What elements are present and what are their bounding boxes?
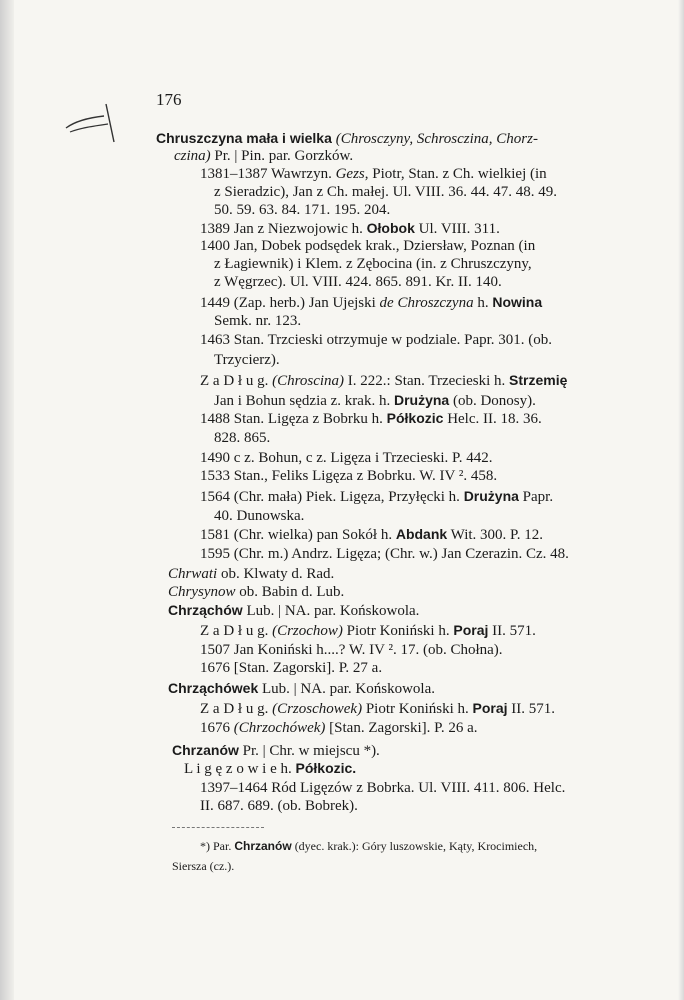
text-segment: Pr. | Pin. par. Gorzków.	[210, 148, 354, 164]
text-segment: 1676	[200, 720, 234, 736]
entry-line	[214, 350, 280, 370]
text-segment: Piotr Koniński h.	[342, 623, 454, 639]
text-segment: Siersza (cz.).	[172, 859, 235, 873]
text-segment: z Węgrzec). Ul. VIII. 424. 865. 891. Kr. II. 140.	[214, 274, 502, 290]
bold-term: Strzemię	[509, 372, 568, 388]
entry-line	[200, 524, 543, 545]
entry-line	[200, 292, 542, 313]
text-segment: Piotr Koniński h.	[362, 701, 473, 717]
entry-line	[168, 678, 435, 699]
text-segment: ob. Babin d. Lub.	[235, 584, 345, 600]
italic-term: Chrysynow	[168, 584, 236, 600]
text-segment: 1449 (Zap. herb.) Jan Ujejski	[200, 295, 380, 311]
entry-line	[200, 658, 382, 678]
entry-line	[200, 408, 542, 429]
text-segment: 1507 Jan Koniński h....? W. IV ². 17. (ob. Chołna).	[200, 642, 503, 658]
entry-line	[184, 758, 356, 779]
text-segment: 1381–1387 Wawrzyn.	[200, 166, 336, 182]
text-segment: Pr. | Chr. w miejscu *).	[238, 743, 380, 759]
bold-term: Półkozic.	[295, 760, 357, 776]
text-segment: Trzycierz).	[214, 352, 280, 368]
text-segment: h.	[473, 295, 493, 311]
text-segment: z Łagiewnik) i Klem. z Zębocina (in. z Chruszczyny,	[214, 256, 532, 272]
entry-line	[200, 620, 536, 641]
bold-term: Chrzanów	[234, 839, 292, 853]
text-segment: 1488 Stan. Ligęza z Bobrku h.	[200, 411, 387, 427]
text-segment: *) Par.	[200, 839, 235, 853]
text-segment: z Sieradzic), Jan z Ch. małej. Ul. VIII. 36. 44. 47. 48. 49.	[214, 184, 557, 200]
handwritten-margin-mark	[64, 98, 124, 148]
entry-line	[214, 506, 304, 526]
bold-term: Drużyna	[463, 488, 519, 504]
italic-term: czina)	[174, 148, 211, 164]
entry-line	[200, 370, 567, 391]
bold-term: Ołobok	[366, 220, 415, 236]
bold-term: Nowina	[492, 294, 543, 310]
text-segment: 1400 Jan, Dobek podsędek krak., Dziersław, Poznan (in	[200, 238, 536, 254]
text-segment: 1595 (Chr. m.) Andrz. Ligęza; (Chr. w.) Jan Czerazin. Cz. 48.	[200, 546, 569, 562]
entry-line	[168, 600, 419, 621]
entry-line	[200, 164, 547, 184]
italic-term: (Chrzochówek)	[233, 720, 326, 736]
entry-line	[214, 254, 532, 274]
text-segment: 828. 865.	[214, 430, 271, 446]
text-segment: 1389 Jan z Niezwojowic h.	[200, 221, 367, 237]
italic-term: de Chroszczyna	[379, 295, 474, 311]
text-segment: Wit. 300. P. 12.	[447, 527, 543, 543]
scan-right-edge	[678, 0, 684, 1000]
entry-line	[200, 486, 553, 507]
text-segment: Z a D ł u g.	[200, 623, 273, 639]
text-segment: Ul. VIII. 311.	[414, 221, 500, 237]
bold-term: Chruszczyna mała i wielka	[156, 130, 336, 146]
text-segment: I. 222.: Stan. Trzecieski h.	[344, 373, 510, 389]
text-segment: ob. Klwaty d. Rad.	[217, 566, 335, 582]
italic-term: Gezs	[335, 166, 365, 182]
entry-line	[200, 544, 569, 564]
text-segment: Z a D ł u g.	[200, 373, 273, 389]
entry-line	[214, 182, 557, 202]
footnote-separator	[172, 827, 264, 828]
italic-term: (Chroscina)	[272, 373, 345, 389]
footnote-line	[172, 858, 234, 874]
entry-line	[200, 778, 565, 798]
bold-term: Abdank	[395, 526, 448, 542]
text-segment: II. 571.	[507, 701, 556, 717]
italic-term: (Crzochow)	[272, 623, 343, 639]
text-segment: Papr.	[518, 489, 554, 505]
scan-left-edge	[0, 0, 14, 1000]
italic-term: (Chrosczyny, Schrosczina, Chorz-	[335, 131, 538, 147]
entry-line	[168, 582, 344, 602]
text-segment: [Stan. Zagorski]. P. 26 a.	[325, 720, 478, 736]
text-segment: 1533 Stan., Feliks Ligęza z Bobrku. W. IV ². 458.	[200, 468, 498, 484]
italic-term: (Crzoschowek)	[272, 701, 363, 717]
bold-term: Drużyna	[393, 392, 450, 408]
entry-line	[174, 146, 353, 166]
entry-line	[214, 272, 502, 292]
text-segment: 40. Dunowska.	[214, 508, 305, 524]
entry-line	[200, 236, 535, 256]
text-segment: L i g ę z o w i e h.	[184, 761, 296, 777]
entry-line	[200, 330, 552, 350]
bold-term: Chrząchówek	[168, 680, 259, 696]
text-segment: 1564 (Chr. mała) Piek. Ligęza, Przyłęcki h.	[200, 489, 464, 505]
text-segment: 1397–1464 Ród Ligęzów z Bobrka. Ul. VIII. 411. 806. Helc.	[200, 780, 566, 796]
text-segment: , Piotr, Stan. z Ch. wielkiej (in	[364, 166, 547, 182]
entry-line	[214, 200, 390, 220]
bold-term: Poraj	[472, 700, 508, 716]
text-segment: 1490 c z. Bohun, c z. Ligęza i Trzecieski. P. 442.	[200, 450, 493, 466]
text-segment: 50. 59. 63. 84. 171. 195. 204.	[214, 202, 391, 218]
text-segment: Semk. nr. 123.	[214, 313, 302, 329]
entry-line	[214, 311, 301, 331]
bold-term: Chrząchów	[168, 602, 243, 618]
bold-term: Chrzanów	[172, 742, 239, 758]
entry-line	[200, 718, 477, 738]
entry-line	[200, 448, 492, 468]
text-segment: Lub. | NA. par. Końskowola.	[242, 603, 420, 619]
text-segment: II. 687. 689. (ob. Bobrek).	[200, 798, 358, 814]
text-segment: Lub. | NA. par. Końskowola.	[258, 681, 435, 697]
text-segment: (ob. Donosy).	[449, 393, 536, 409]
text-segment: II. 571.	[488, 623, 536, 639]
entry-line	[200, 796, 358, 816]
text-segment: 1463 Stan. Trzcieski otrzymuje w podziale. Papr. 301. (ob.	[200, 332, 553, 348]
entry-line	[168, 564, 334, 584]
text-segment: Jan i Bohun sędzia z. krak. h.	[214, 393, 394, 409]
text-segment: (dyec. krak.): Góry luszowskie, Kąty, Krocimiech,	[291, 839, 538, 853]
entry-line	[214, 428, 270, 448]
text-segment: Z a D ł u g.	[200, 701, 273, 717]
footnote-line	[200, 838, 537, 854]
entry-line	[200, 698, 555, 719]
bold-term: Półkozic	[386, 410, 444, 426]
italic-term: Chrwati	[168, 566, 218, 582]
text-segment: 1581 (Chr. wielka) pan Sokół h.	[200, 527, 396, 543]
bold-term: Poraj	[453, 622, 489, 638]
page-number: 176	[156, 90, 182, 109]
text-segment: Helc. II. 18. 36.	[443, 411, 542, 427]
text-segment: 1676 [Stan. Zagorski]. P. 27 a.	[200, 660, 383, 676]
entry-line	[200, 466, 497, 486]
entry-line	[200, 640, 503, 660]
